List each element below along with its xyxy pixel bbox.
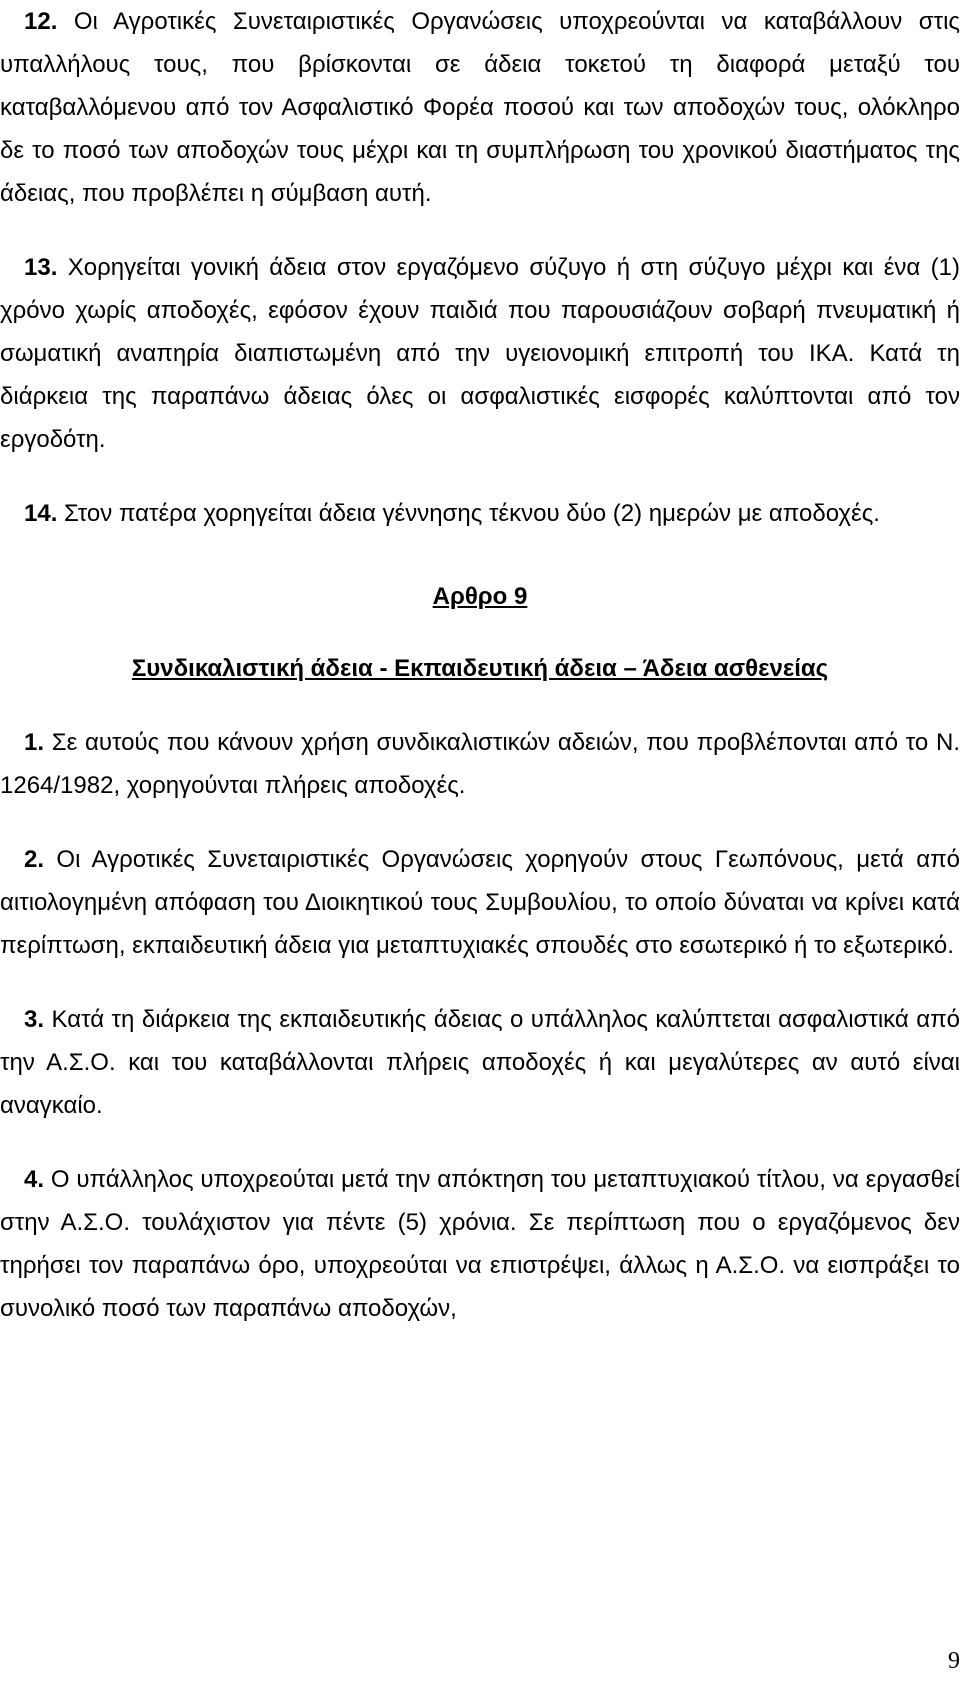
paragraph-number: 12. — [24, 8, 58, 35]
paragraph-number: 13. — [24, 254, 58, 281]
paragraph-14 — [0, 492, 960, 535]
article-paragraph-1 — [0, 721, 960, 807]
article-paragraph-4 — [0, 1158, 960, 1330]
article-paragraph-2 — [0, 838, 960, 967]
paragraph-text: Κατά τη διάρκεια της εκπαιδευτικής άδειας ο υπάλληλος καλύπτεται ασφαλιστικά από την Α.Σ.Ο. και του καταβάλλονται πλήρεις αποδοχές ή και μεγαλύτερες αν αυτό είναι αναγκαίο. — [0, 1006, 960, 1119]
paragraph-text: Χορηγείται γονική άδεια στον εργαζόμενο σύζυγο ή στη σύζυγο μέχρι και ένα (1) χρόνο χωρίς αποδοχές, εφόσον έχουν παιδιά που παρουσιάζουν σοβαρή πνευματική ή σωματική αναπηρία διαπιστωμένη από την υγειονομική επιτροπή του ΙΚΑ. Κατά τη διάρκεια της παραπάνω άδειας όλες οι ασφαλιστικές εισφορές καλύπτονται από τον εργοδότη. — [0, 254, 960, 453]
paragraph-text: Ο υπάλληλος υποχρεούται μετά την απόκτηση του μεταπτυχιακού τίτλου, να εργασθεί στην Α.Σ.Ο. τουλάχιστον για πέντε (5) χρόνια. Σε περίπτωση που ο εργαζόμενος δεν τηρήσει τον παραπάνω όρο, υποχρεούται να επιστρέψει, άλλως η Α.Σ.Ο. να εισπράξει το συνολικό ποσό των παραπάνω αποδοχών, — [0, 1166, 960, 1322]
paragraph-number: 14. — [24, 500, 58, 527]
paragraph-text: Οι Αγροτικές Συνεταιριστικές Οργανώσεις υποχρεούνται να καταβάλλουν στις υπαλλήλους τους, που βρίσκονται σε άδεια τοκετού τη διαφορά μεταξύ του καταβαλλόμενου από τον Ασφαλιστικό Φορέα ποσού και των αποδοχών τους, ολόκληρο δε το ποσό των αποδοχών τους μέχρι και τη συμπλήρωση του χρονικού διαστήματος της άδειας, που προβλέπει η σύμβαση αυτή. — [0, 8, 960, 207]
paragraph-13 — [0, 246, 960, 461]
paragraph-text: Οι Αγροτικές Συνεταιριστικές Οργανώσεις χορηγούν στους Γεωπόνους, μετά από αιτιολογημένη απόφαση του Διοικητικού τους Συμβουλίου, το οποίο δύναται να κρίνει κατά περίπτωση, εκπαιδευτική άδεια για μεταπτυχιακές σπουδές στο εσωτερικό ή το εξωτερικό. — [0, 846, 960, 959]
paragraph-12 — [0, 0, 960, 215]
article-paragraph-3 — [0, 998, 960, 1127]
article-title: Αρθρο 9 — [432, 583, 528, 610]
paragraph-number: 4. — [24, 1166, 45, 1193]
article-subtitle: Συνδικαλιστική άδεια - Εκπαιδευτική άδεια – Άδεια ασθενείας — [131, 655, 829, 682]
paragraph-number: 3. — [24, 1006, 45, 1033]
paragraph-text: Σε αυτούς που κάνουν χρήση συνδικαλιστικών αδειών, που προβλέπονται από το Ν. 1264/1982, χορηγούνται πλήρεις αποδοχές. — [0, 729, 960, 799]
paragraph-text: Στον πατέρα χορηγείται άδεια γέννησης τέκνου δύο (2) ημερών με αποδοχές. — [57, 500, 880, 527]
paragraph-number: 2. — [24, 846, 45, 873]
paragraph-number: 1. — [24, 729, 45, 756]
page-number: 9 — [948, 1648, 960, 1674]
